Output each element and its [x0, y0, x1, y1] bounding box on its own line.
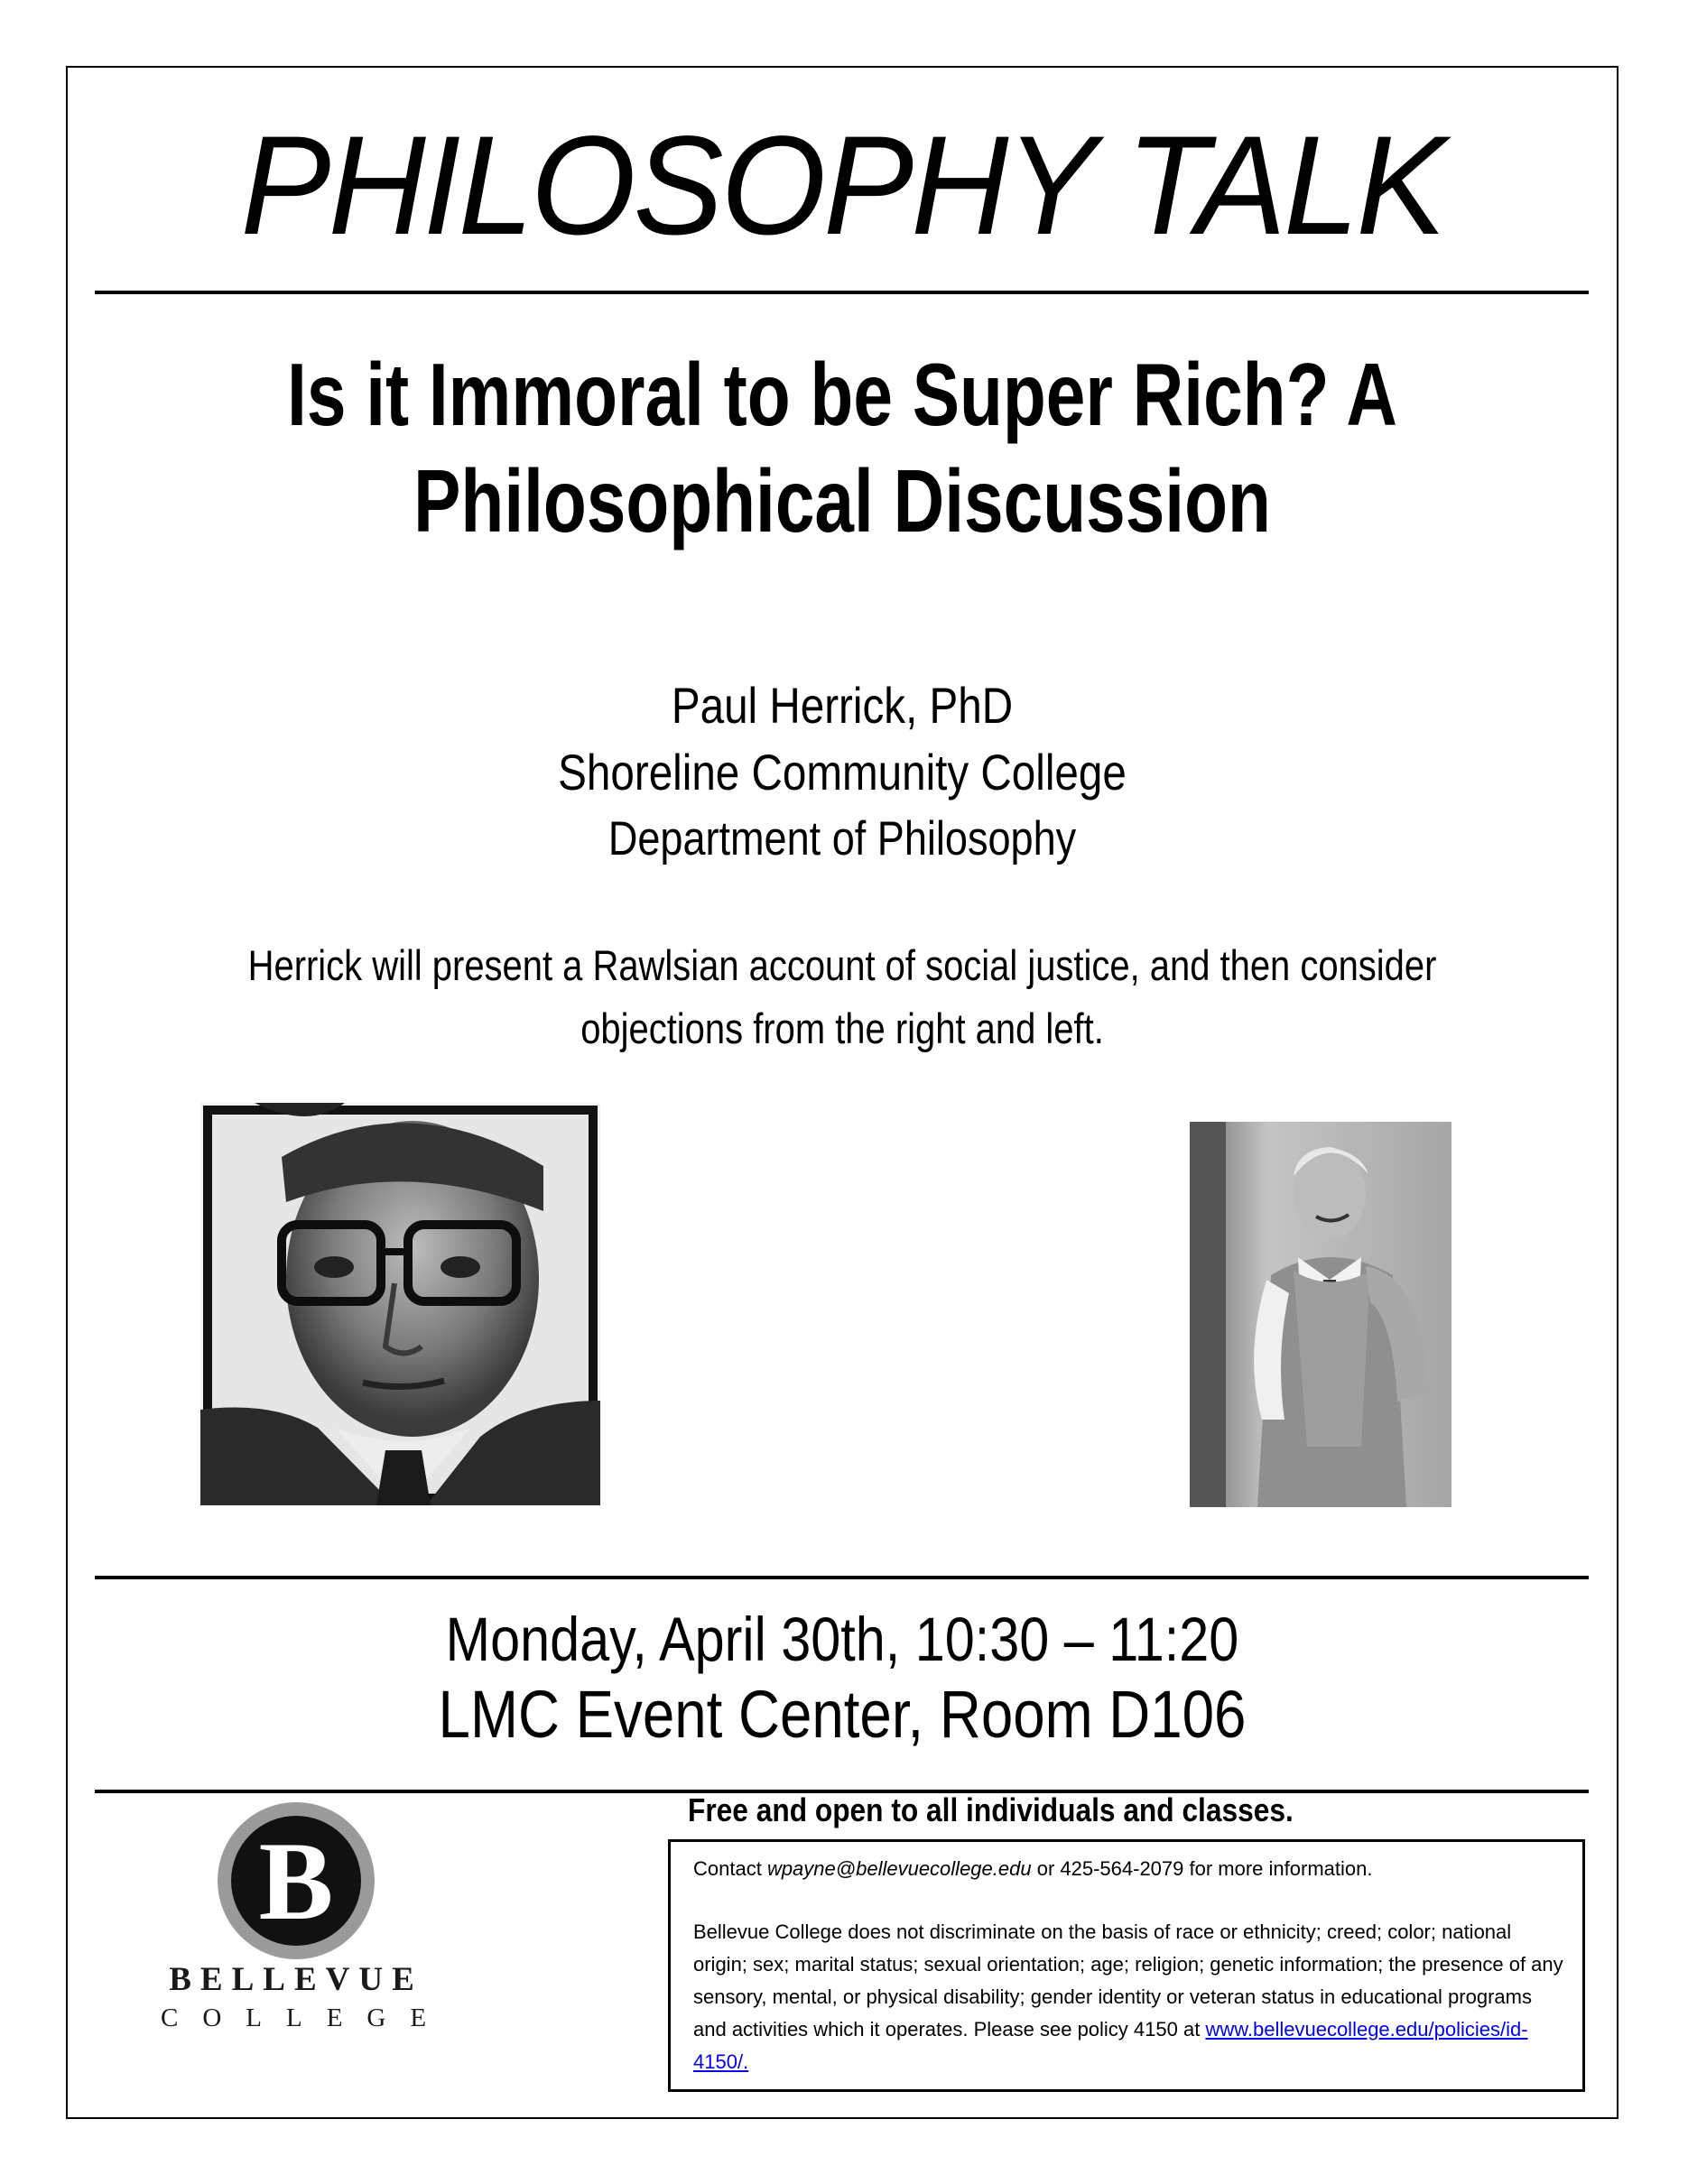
speaker-block	[182, 672, 1502, 873]
portrait-photo-left	[200, 1103, 600, 1505]
contact-email: wpayne@bellevuecollege.edu	[766, 1857, 1032, 1880]
event-datetime: Monday, April 30th, 10:30 – 11:20	[445, 1605, 1239, 1674]
page-title: PHILOSOPHY TALK	[240, 107, 1444, 264]
speaker-name: Paul Herrick, PhD	[671, 677, 1014, 734]
speaker-department: Department of Philosophy	[607, 812, 1077, 865]
logo-word-college: COLLEGE	[161, 2004, 451, 2032]
portrait-photo-right	[1190, 1122, 1451, 1507]
free-notice: Free and open to all individuals and classes.	[688, 1791, 1294, 1828]
contact-suffix: or 425-564-2079 for more information.	[1031, 1857, 1373, 1880]
nondiscrimination-statement	[693, 1916, 1564, 2078]
talk-title	[221, 341, 1463, 554]
event-location: LMC Event Center, Room D106	[438, 1677, 1247, 1752]
talk-title-line-1: Is it Immoral to be Super Rich? A	[287, 345, 1397, 444]
divider-top	[95, 291, 1589, 294]
description-line-1: Herrick will present a Rawlsian account of social justice, and then consider	[247, 941, 1437, 989]
talk-description	[182, 934, 1502, 1060]
logo-word-bellevue: BELLEVUE	[169, 1961, 423, 1998]
talk-title-line-2: Philosophical Discussion	[413, 451, 1271, 551]
description-line-2: objections from the right and left.	[580, 1004, 1104, 1052]
divider-middle	[95, 1576, 1589, 1579]
speaker-institution: Shoreline Community College	[558, 744, 1127, 800]
nondiscrimination-text: Bellevue College does not discriminate on the basis of race or ethnicity; creed; color; national origin; sex; marital status; sexual orientation; age; religion; genetic information; the presence of any sensory, mental, or physical disability; gender identity or veteran status in educational programs and activities which it operates. Please see policy 4150 at	[693, 1920, 1563, 2041]
info-box	[668, 1839, 1585, 2092]
logo-letter: B	[258, 1819, 334, 1943]
contact-line	[693, 1853, 1564, 1885]
contact-prefix: Contact	[693, 1857, 767, 1880]
policy-link[interactable]: www.bellevuecollege.edu/policies/id-4150/.	[693, 2018, 1528, 2073]
